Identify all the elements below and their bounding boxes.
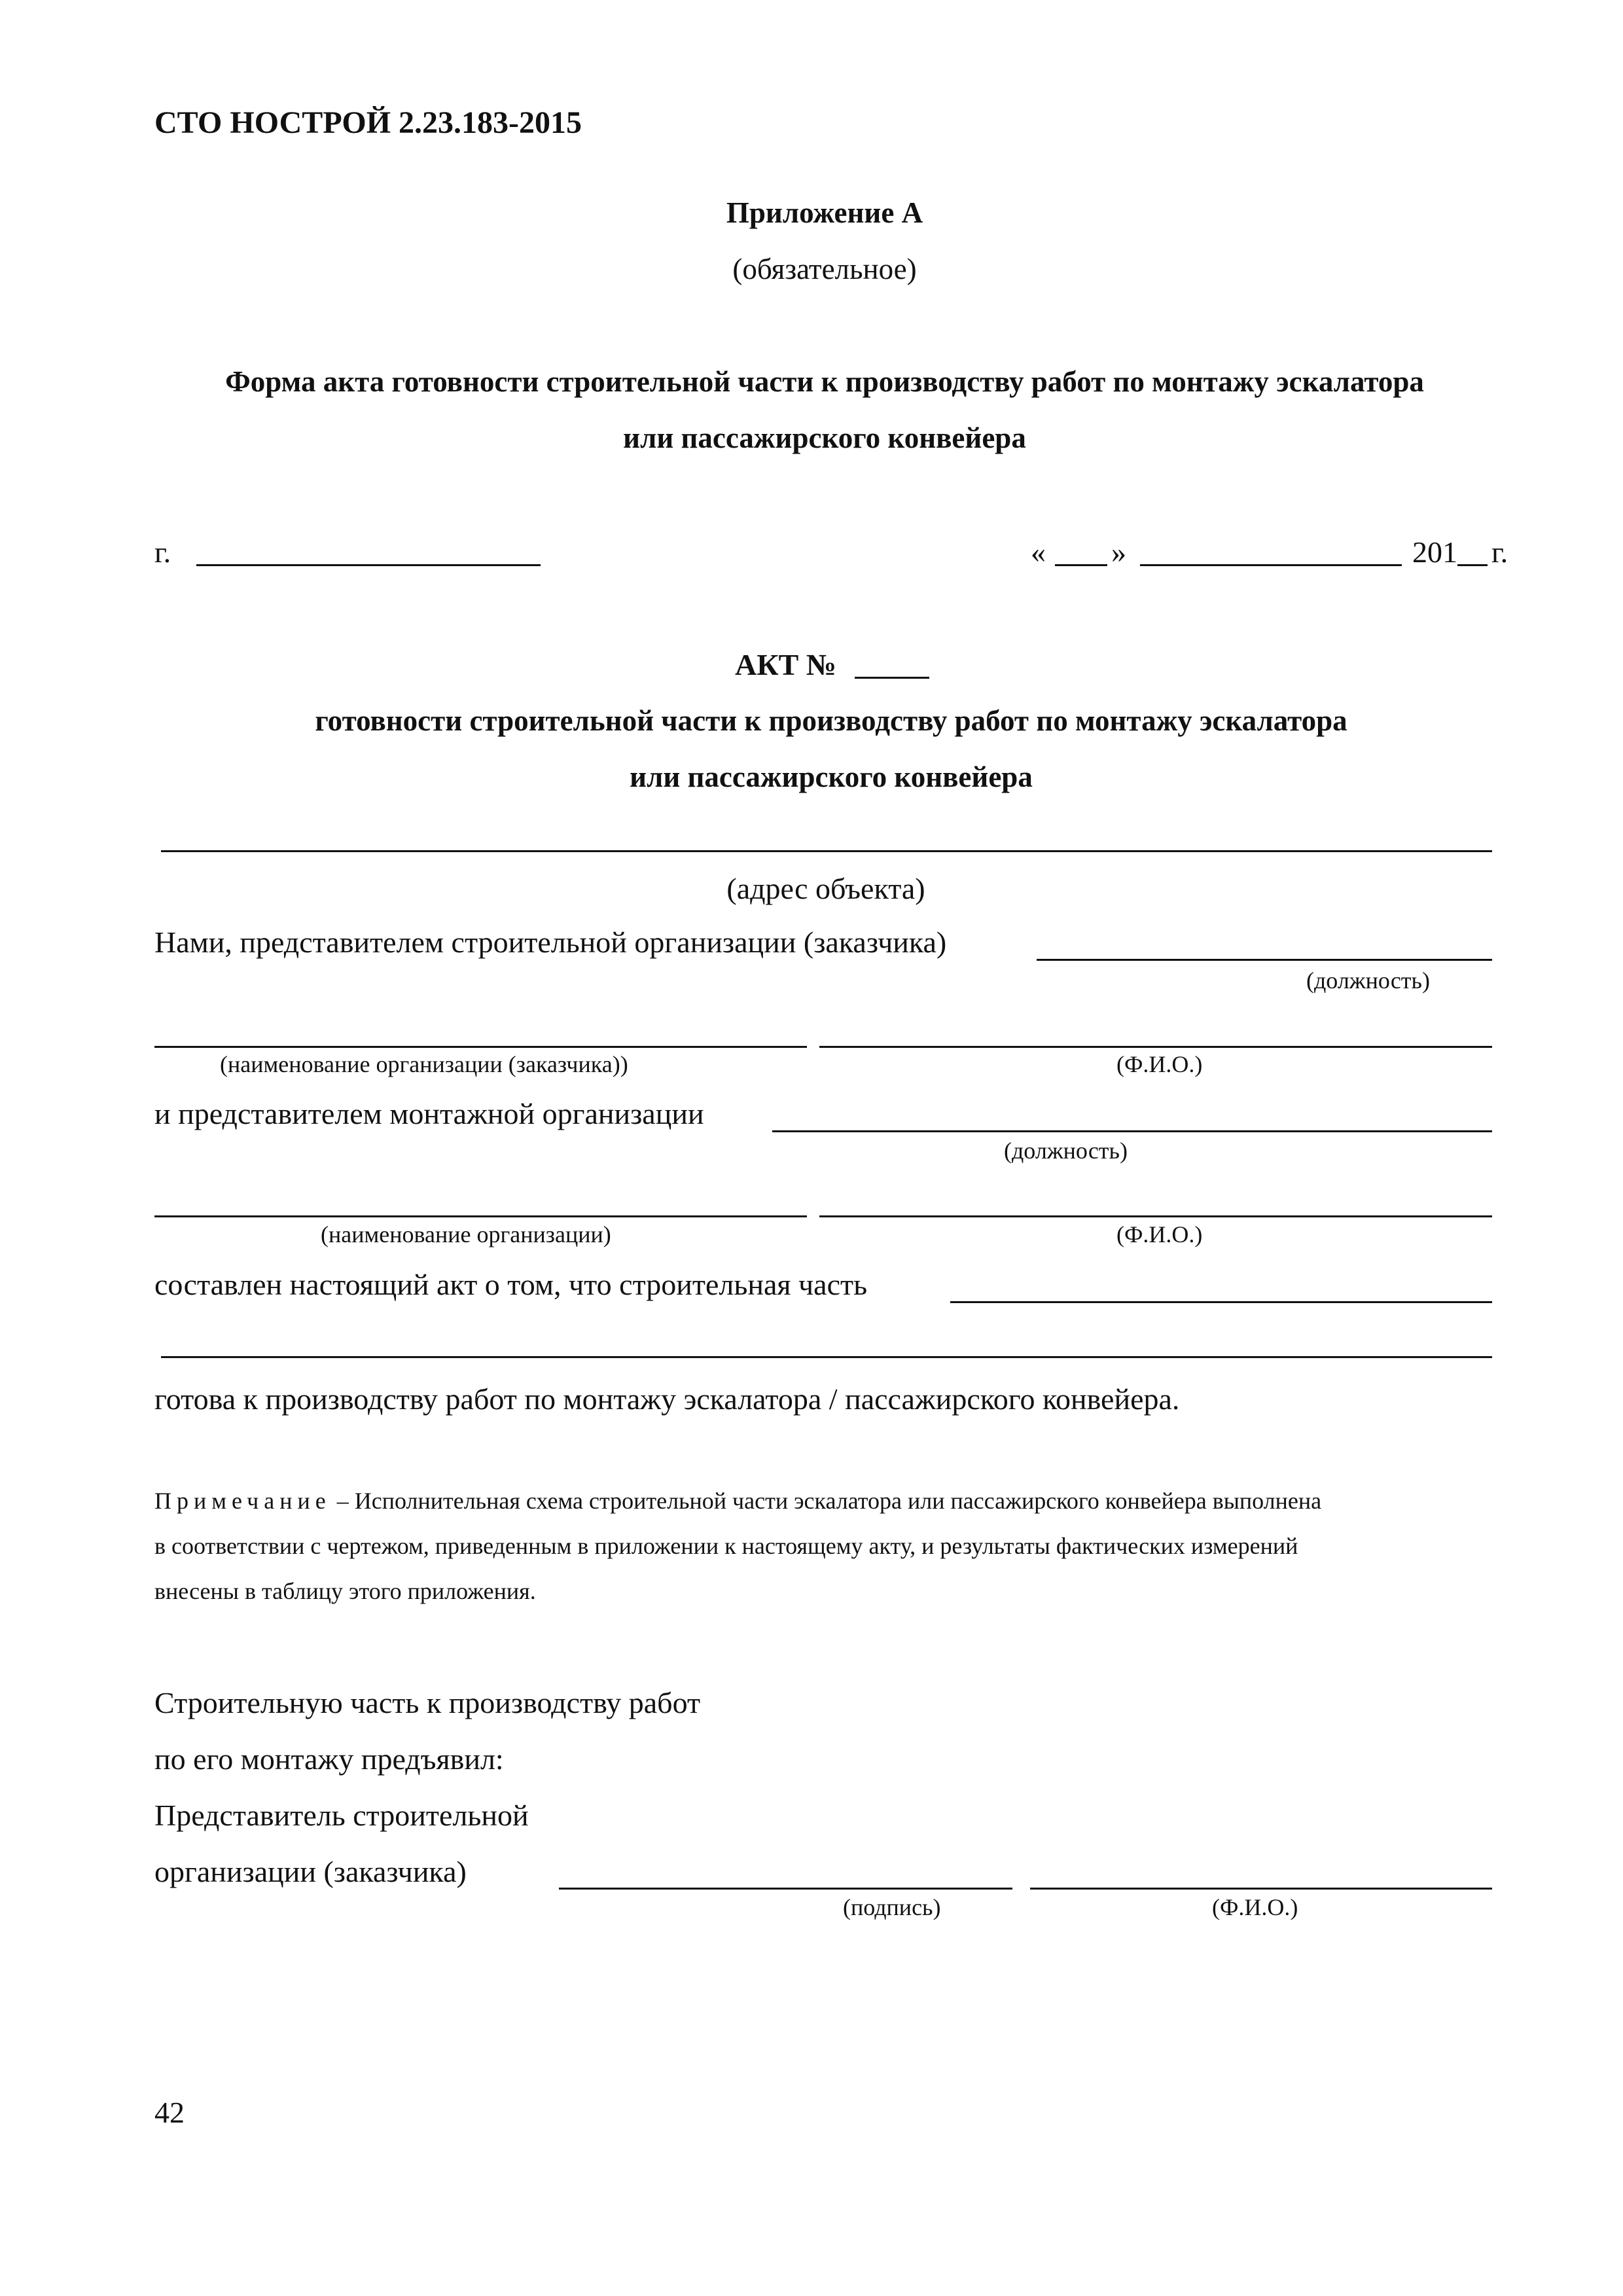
customer-rep-text: Нами, представителем строительной организации (заказчика) [154, 925, 947, 959]
signature-field-line [559, 1888, 1012, 1890]
signature-caption: (подпись) [843, 1894, 941, 1920]
customer-fio-caption: (Ф.И.О.) [1116, 1051, 1203, 1077]
customer-org-caption: (наименование организации (заказчика)) [220, 1051, 628, 1077]
installer-fio-caption: (Ф.И.О.) [1116, 1221, 1203, 1247]
appendix-title: Приложение А [726, 196, 923, 229]
construction-part-line [950, 1301, 1492, 1303]
form-title-line2: или пассажирского конвейера [623, 422, 1026, 454]
year-field-line [1457, 564, 1488, 566]
page-number: 42 [154, 2096, 185, 2129]
note-label: Примечание [154, 1488, 331, 1514]
signature-line4: организации (заказчика) [154, 1855, 467, 1888]
appendix-type: (обязательное) [732, 253, 917, 285]
customer-org-line [154, 1046, 807, 1048]
installer-org-caption: (наименование организации) [321, 1221, 611, 1247]
city-prefix: г. [154, 535, 171, 569]
signature-line2: по его монтажу предъявил: [154, 1742, 504, 1776]
installer-position-line [772, 1130, 1492, 1132]
ready-text: готова к производству работ по монтажу эскалатора / пассажирского конвейера. [154, 1382, 1180, 1416]
note-line1 [154, 1488, 1321, 1515]
installer-position-caption: (должность) [1004, 1138, 1128, 1164]
city-field-line [196, 564, 541, 566]
signature-line3: Представитель строительной [154, 1799, 529, 1832]
act-number-label: АКТ № [735, 648, 836, 681]
act-title-line1: готовности строительной части к производству работ по монтажу эскалатора [315, 704, 1347, 737]
act-title-line2: или пассажирского конвейера [630, 761, 1033, 793]
signature-line1: Строительную часть к производству работ [154, 1686, 701, 1719]
form-title-line1: Форма акта готовности строительной части к производству работ по монтажу эскалатора [225, 365, 1424, 398]
signature-fio-caption: (Ф.И.О.) [1212, 1894, 1298, 1920]
month-field-line [1140, 564, 1402, 566]
year-prefix: 201 [1412, 535, 1457, 569]
document-code: СТО НОСТРОЙ 2.23.183-2015 [154, 105, 582, 140]
installer-fio-line [819, 1215, 1492, 1217]
customer-position-caption: (должность) [1306, 967, 1430, 994]
day-quote-open: « [1031, 535, 1046, 569]
address-field-line [161, 850, 1492, 852]
customer-position-line [1037, 959, 1492, 961]
signature-fio-line [1030, 1888, 1492, 1890]
year-suffix: г. [1491, 535, 1508, 569]
compiled-text: составлен настоящий акт о том, что строительная часть [154, 1268, 868, 1301]
note-text-line1: – Исполнительная схема строительной части эскалатора или пассажирского конвейера выполнена [330, 1488, 1322, 1514]
construction-part-line-2 [161, 1356, 1492, 1358]
note-line2: в соответствии с чертежом, приведенным в приложении к настоящему акту, и результаты фактических измерений [154, 1533, 1298, 1559]
installer-rep-text: и представителем монтажной организации [154, 1097, 704, 1130]
installer-org-line [154, 1215, 807, 1217]
customer-fio-line [819, 1046, 1492, 1048]
act-number-line [855, 677, 929, 679]
day-field-line [1055, 564, 1107, 566]
day-quote-close: » [1111, 535, 1126, 569]
address-caption: (адрес объекта) [726, 872, 925, 905]
note-line3: внесены в таблицу этого приложения. [154, 1578, 536, 1604]
